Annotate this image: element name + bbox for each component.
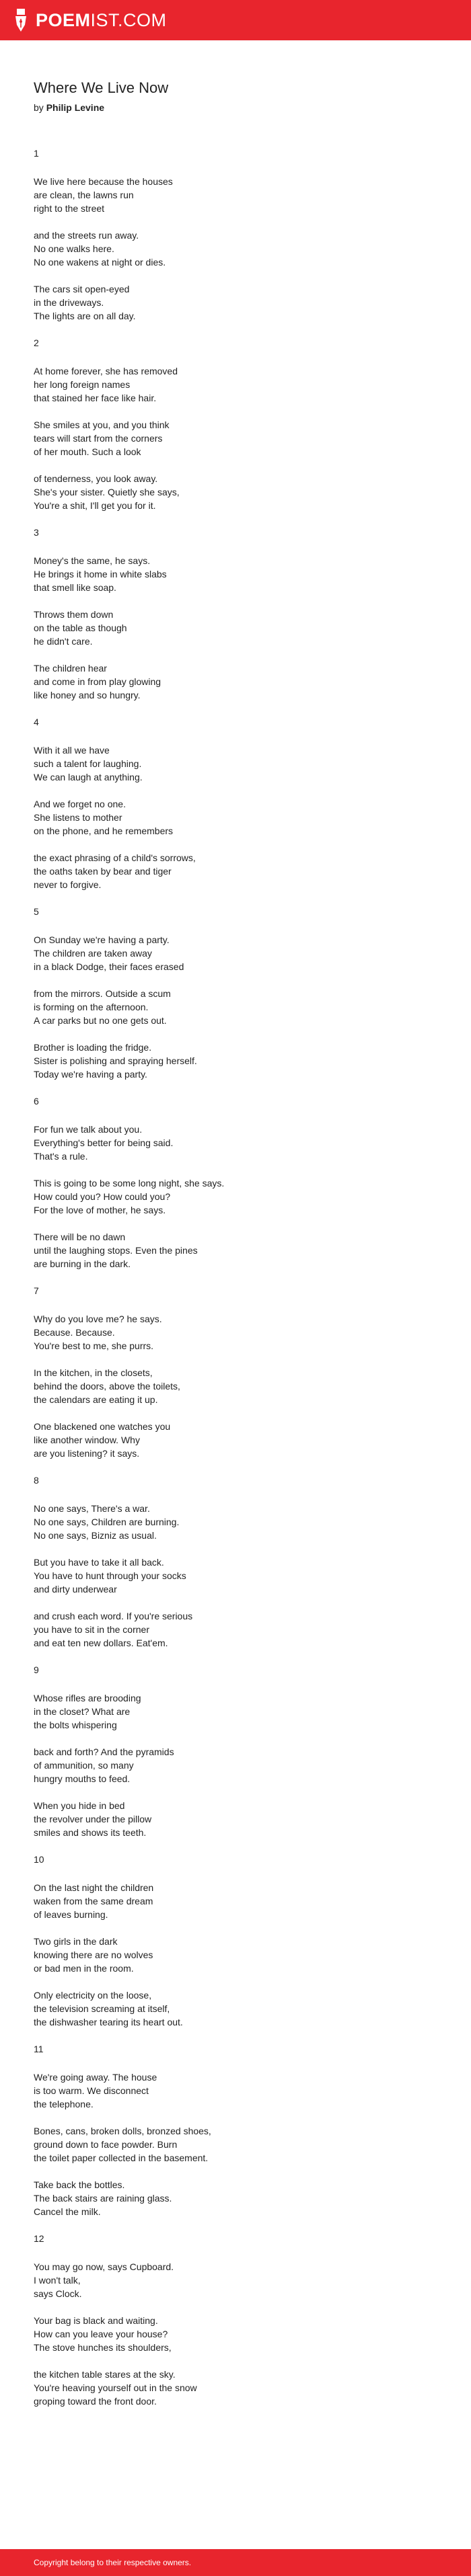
stanza <box>34 1745 437 1785</box>
poem-line: is forming on the afternoon. <box>34 1002 149 1013</box>
poem-line: her long foreign names <box>34 379 131 391</box>
stanza <box>34 661 437 702</box>
poem-line: groping toward the front door. <box>34 2396 157 2407</box>
stanza <box>34 1799 437 1839</box>
stanza <box>34 1230 437 1271</box>
copyright-notice: Copyright belong to their respective owners. <box>34 2558 192 2567</box>
stanza <box>34 2124 437 2165</box>
stanza <box>34 1366 437 1406</box>
stanza <box>34 1123 437 1163</box>
poem-section <box>34 715 437 891</box>
section-number: 12 <box>34 2233 44 2245</box>
poem-line: the toilet paper collected in the basement. <box>34 2152 209 2164</box>
poem-line: On the last night the children <box>34 1882 154 1894</box>
poem-line: We're going away. The house <box>34 2072 157 2083</box>
poem-line: Only electricity on the loose, <box>34 1990 152 2001</box>
poem-line: never to forgive. <box>34 879 102 891</box>
poem-line: and eat ten new dollars. Eat'em. <box>34 1638 168 1649</box>
poem-line: And we forget no one. <box>34 799 126 810</box>
poem-line: How can you leave your house? <box>34 2329 168 2340</box>
stanza <box>34 175 437 215</box>
poem-line: You're heaving yourself out in the snow <box>34 2382 197 2394</box>
poem-section <box>34 1663 437 1839</box>
poem-line: He brings it home in white slabs <box>34 569 167 580</box>
poem-line: says Clock. <box>34 2288 82 2300</box>
poem-line: Today we're having a party. <box>34 1069 147 1080</box>
poem-line: This is going to be some long night, she says. <box>34 1178 225 1189</box>
section-number: 7 <box>34 1285 39 1297</box>
poem-line: A car parks but no one gets out. <box>34 1015 167 1027</box>
poem-line: the kitchen table stares at the sky. <box>34 2369 176 2380</box>
poem-line: like honey and so hungry. <box>34 690 141 701</box>
poem-line: In the kitchen, in the closets, <box>34 1367 153 1379</box>
poem-line: The cars sit open-eyed <box>34 284 130 295</box>
poem-line: At home forever, she has removed <box>34 366 178 377</box>
stanza <box>34 1502 437 1542</box>
poem-section <box>34 2232 437 2408</box>
poem-line: You're a shit, I'll get you for it. <box>34 500 156 512</box>
stanza <box>34 1935 437 1975</box>
poem-line: The lights are on all day. <box>34 311 136 322</box>
poem-line: You have to hunt through your socks <box>34 1570 186 1582</box>
poem-line: With it all we have <box>34 745 110 756</box>
poem-line: For the love of mother, he says. <box>34 1205 166 1216</box>
poem-line: On Sunday we're having a party. <box>34 934 170 946</box>
poem-line: Because. Because. <box>34 1327 115 1338</box>
poem-line: in a black Dodge, their faces erased <box>34 961 184 973</box>
stanza <box>34 364 437 405</box>
poem-line: That's a rule. <box>34 1151 88 1162</box>
stanza <box>34 2178 437 2218</box>
poem-line: and come in from play glowing <box>34 676 161 688</box>
section-number: 8 <box>34 1475 39 1486</box>
stanza <box>34 1041 437 1081</box>
footer <box>0 2549 471 2576</box>
poem-line: Brother is loading the fridge. <box>34 1042 152 1053</box>
poem-line: from the mirrors. Outside a scum <box>34 988 171 1000</box>
poem-line: She's your sister. Quietly she says, <box>34 487 180 498</box>
poem-line: and the streets run away. <box>34 230 139 241</box>
poem-line: the revolver under the pillow <box>34 1814 152 1825</box>
poem-line: smiles and shows its teeth. <box>34 1827 147 1839</box>
poem-line: such a talent for laughing. <box>34 758 142 770</box>
stanza <box>34 229 437 269</box>
poem-line: and crush each word. If you're serious <box>34 1611 193 1622</box>
poem-line: No one says, Children are burning. <box>34 1517 180 1528</box>
poem-line: She smiles at you, and you think <box>34 419 170 431</box>
section-number: 9 <box>34 1664 39 1676</box>
poem-content <box>34 79 437 2421</box>
poem-section <box>34 905 437 1081</box>
stanza <box>34 1988 437 2029</box>
poem-line: No one wakens at night or dies. <box>34 257 166 268</box>
poem-section <box>34 526 437 702</box>
poem-line: We live here because the houses <box>34 176 173 188</box>
poem-line: knowing there are no wolves <box>34 1949 153 1961</box>
stanza <box>34 851 437 891</box>
stanza <box>34 472 437 512</box>
poem-line: Everything's better for being said. <box>34 1137 174 1149</box>
poem-section <box>34 1284 437 1460</box>
poem-section <box>34 1853 437 2029</box>
poem-line: he didn't care. <box>34 636 93 647</box>
poem-body <box>34 147 437 2408</box>
poem-line: are burning in the dark. <box>34 1258 131 1270</box>
poem-line: the bolts whispering <box>34 1720 117 1731</box>
poem-line: the dishwasher tearing its heart out. <box>34 2017 183 2028</box>
poem-line: The children are taken away <box>34 948 152 959</box>
poem-line: The back stairs are raining glass. <box>34 2193 172 2204</box>
poem-line: that stained her face like hair. <box>34 393 157 404</box>
poem-line: in the closet? What are <box>34 1706 131 1718</box>
section-number: 5 <box>34 906 39 918</box>
pen-nib-icon <box>12 7 30 33</box>
stanza <box>34 2260 437 2300</box>
poem-line: But you have to take it all back. <box>34 1557 164 1568</box>
stanza <box>34 608 437 648</box>
stanza <box>34 1176 437 1217</box>
poem-line: She listens to mother <box>34 812 122 823</box>
poem-line: Take back the bottles. <box>34 2179 125 2191</box>
poem-section <box>34 336 437 512</box>
poem-section <box>34 1094 437 1271</box>
poem-line: are clean, the lawns run <box>34 190 134 201</box>
poem-section <box>34 1474 437 1650</box>
site-logo[interactable] <box>12 7 167 33</box>
poem-line: in the driveways. <box>34 297 104 309</box>
stanza <box>34 1420 437 1460</box>
section-number: 4 <box>34 717 39 728</box>
poem-line: behind the doors, above the toilets, <box>34 1381 180 1392</box>
section-number: 2 <box>34 337 39 349</box>
author-name[interactable]: Philip Levine <box>46 102 105 114</box>
poem-line: of ammunition, so many <box>34 1760 134 1771</box>
poem-section <box>34 147 437 323</box>
stanza <box>34 1556 437 1596</box>
poem-line: No one walks here. <box>34 243 114 255</box>
poem-section <box>34 2042 437 2218</box>
stanza <box>34 282 437 323</box>
section-number: 3 <box>34 527 39 538</box>
stanza <box>34 418 437 458</box>
poem-line: like another window. Why <box>34 1435 140 1446</box>
poem-line: I won't talk, <box>34 2275 81 2286</box>
poem-line: Money's the same, he says. <box>34 555 151 567</box>
stanza <box>34 1881 437 1921</box>
poem-line: of her mouth. Such a look <box>34 446 141 458</box>
poem-line: Two girls in the dark <box>34 1936 118 1947</box>
poem-line: that smell like soap. <box>34 582 116 594</box>
poem-line: hungry mouths to feed. <box>34 1773 131 1785</box>
poem-line: One blackened one watches you <box>34 1421 171 1433</box>
poem-line: of leaves burning. <box>34 1909 108 1921</box>
stanza <box>34 1609 437 1650</box>
poem-line: Cancel the milk. <box>34 2206 101 2218</box>
section-number: 1 <box>34 148 39 159</box>
poem-line: Whose rifles are brooding <box>34 1693 141 1704</box>
poem-line: Throws them down <box>34 609 114 620</box>
poem-line: The stove hunches its shoulders, <box>34 2342 172 2353</box>
poem-line: For fun we talk about you. <box>34 1124 143 1135</box>
poem-line: or bad men in the room. <box>34 1963 134 1974</box>
poem-line: No one says, Bizniz as usual. <box>34 1530 157 1541</box>
poem-line: You may go now, says Cupboard. <box>34 2261 174 2273</box>
poem-line: the oaths taken by bear and tiger <box>34 866 172 877</box>
poem-line: and dirty underwear <box>34 1584 117 1595</box>
stanza <box>34 1691 437 1732</box>
stanza <box>34 743 437 784</box>
stanza <box>34 2314 437 2354</box>
poem-line: the calendars are eating it up. <box>34 1394 158 1406</box>
poem-line: Bones, cans, broken dolls, bronzed shoes, <box>34 2126 211 2137</box>
poem-line: are you listening? it says. <box>34 1448 140 1459</box>
poem-line: on the phone, and he remembers <box>34 826 174 837</box>
poem-line: is too warm. We disconnect <box>34 2085 149 2097</box>
poem-line: Sister is polishing and spraying herself. <box>34 1055 197 1067</box>
poem-line: you have to sit in the corner <box>34 1624 149 1636</box>
poem-line: until the laughing stops. Even the pines <box>34 1245 198 1256</box>
stanza <box>34 554 437 594</box>
stanza <box>34 2368 437 2408</box>
poem-line: on the table as though <box>34 622 127 634</box>
poem-line: tears will start from the corners <box>34 433 163 444</box>
stanza <box>34 933 437 973</box>
poem-line: waken from the same dream <box>34 1896 153 1907</box>
poem-line: We can laugh at anything. <box>34 772 143 783</box>
byline-prefix: by <box>34 102 44 114</box>
poem-line: You're best to me, she purrs. <box>34 1340 154 1352</box>
poem-line: How could you? How could you? <box>34 1191 171 1203</box>
poem-line: Your bag is black and waiting. <box>34 2315 158 2327</box>
poem-line: the exact phrasing of a child's sorrows, <box>34 852 196 864</box>
poem-line: back and forth? And the pyramids <box>34 1746 174 1758</box>
stanza <box>34 2070 437 2111</box>
poem-line: There will be no dawn <box>34 1232 126 1243</box>
section-number: 11 <box>34 2044 44 2055</box>
poem-line: No one says, There's a war. <box>34 1503 150 1515</box>
section-number: 10 <box>34 1854 44 1865</box>
poem-line: Why do you love me? he says. <box>34 1314 162 1325</box>
stanza <box>34 797 437 838</box>
logo-text: POEMIST.COM <box>36 9 167 30</box>
poem-line: of tenderness, you look away. <box>34 473 158 485</box>
poem-line: ground down to face powder. Burn <box>34 2139 178 2150</box>
byline <box>34 102 437 113</box>
poem-line: the television screaming at itself, <box>34 2003 170 2015</box>
top-bar <box>0 0 471 40</box>
poem-line: The children hear <box>34 663 107 674</box>
poem-line: right to the street <box>34 203 105 214</box>
section-number: 6 <box>34 1096 39 1107</box>
poem-line: the telephone. <box>34 2099 94 2110</box>
stanza <box>34 987 437 1027</box>
poem-line: When you hide in bed <box>34 1800 125 1812</box>
stanza <box>34 1312 437 1353</box>
poem-title: Where We Live Now <box>34 79 169 96</box>
